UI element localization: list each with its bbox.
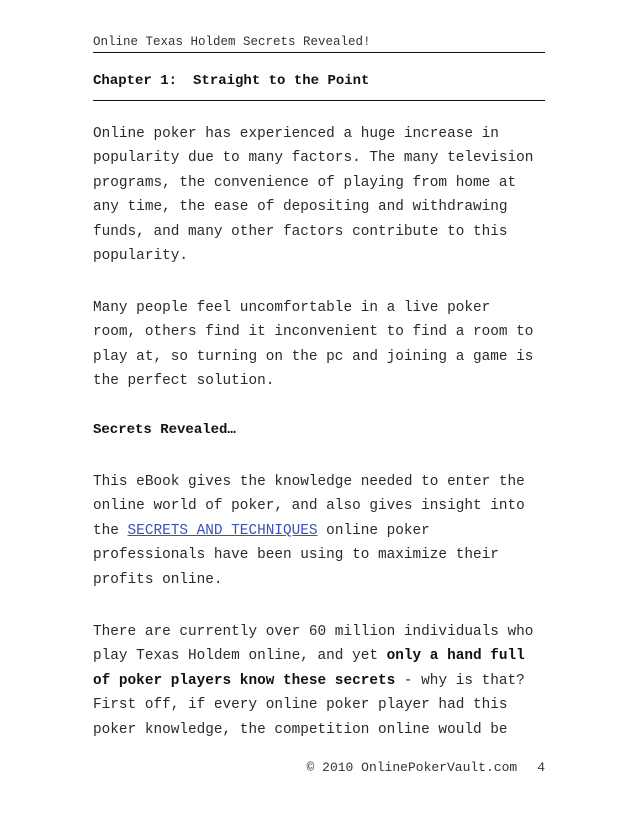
text-line: [93, 519, 563, 543]
text-line: online world of poker, and also gives insight into: [93, 498, 525, 515]
text-line: popularity due to many factors. The many television: [93, 150, 534, 167]
chapter-title: Straight to the Point: [193, 73, 370, 89]
chapter-heading: [93, 73, 369, 89]
page-number: 4: [537, 760, 545, 775]
text-line: professionals have been using to maximize their: [93, 547, 499, 564]
paragraph-3: [93, 470, 563, 592]
secrets-and-techniques-link[interactable]: SECRETS AND TECHNIQUES: [127, 522, 318, 539]
footer-copyright: © 2010 OnlinePokerVault.com: [306, 760, 518, 775]
bold-text: only a hand full: [386, 648, 525, 665]
text-line: Online poker has experienced a huge increase in: [93, 126, 499, 142]
running-header-title: Online Texas Holdem Secrets Revealed!: [93, 35, 371, 49]
text-line: room, others find it inconvenient to find a room to: [93, 324, 534, 341]
text-line: There are currently over 60 million individuals who: [93, 624, 534, 640]
text-line: First off, if every online poker player had this: [93, 697, 508, 714]
text-line: play at, so turning on the pc and joining a game is: [93, 348, 534, 365]
text-line: [93, 669, 563, 693]
text-line: Many people feel uncomfortable in a live poker: [93, 300, 491, 316]
chapter-rule: [93, 100, 545, 101]
text-segment: play Texas Holdem online, and yet: [93, 648, 387, 665]
paragraph-2: [93, 296, 563, 394]
page-footer: [93, 760, 545, 775]
text-line: poker knowledge, the competition online would be: [93, 721, 508, 738]
paragraph-1: [93, 122, 563, 268]
text-segment: the: [93, 522, 128, 539]
text-line: the perfect solution.: [93, 373, 275, 390]
text-line: This eBook gives the knowledge needed to enter the: [93, 474, 525, 490]
text-line: popularity.: [93, 248, 188, 265]
header-rule: [93, 52, 545, 53]
section-subheading: Secrets Revealed…: [93, 422, 236, 438]
text-line: any time, the ease of depositing and withdrawing: [93, 199, 508, 216]
document-page: [93, 0, 545, 826]
text-line: funds, and many other factors contribute to this: [93, 223, 508, 240]
bold-text: of poker players know these secrets: [93, 672, 396, 689]
chapter-number: Chapter 1:: [93, 73, 178, 89]
text-segment: - why is that?: [395, 672, 525, 689]
text-segment: online poker: [317, 522, 430, 539]
text-line: profits online.: [93, 571, 223, 588]
text-line: [93, 644, 563, 668]
paragraph-4: [93, 620, 563, 742]
text-line: programs, the convenience of playing from home at: [93, 174, 517, 191]
